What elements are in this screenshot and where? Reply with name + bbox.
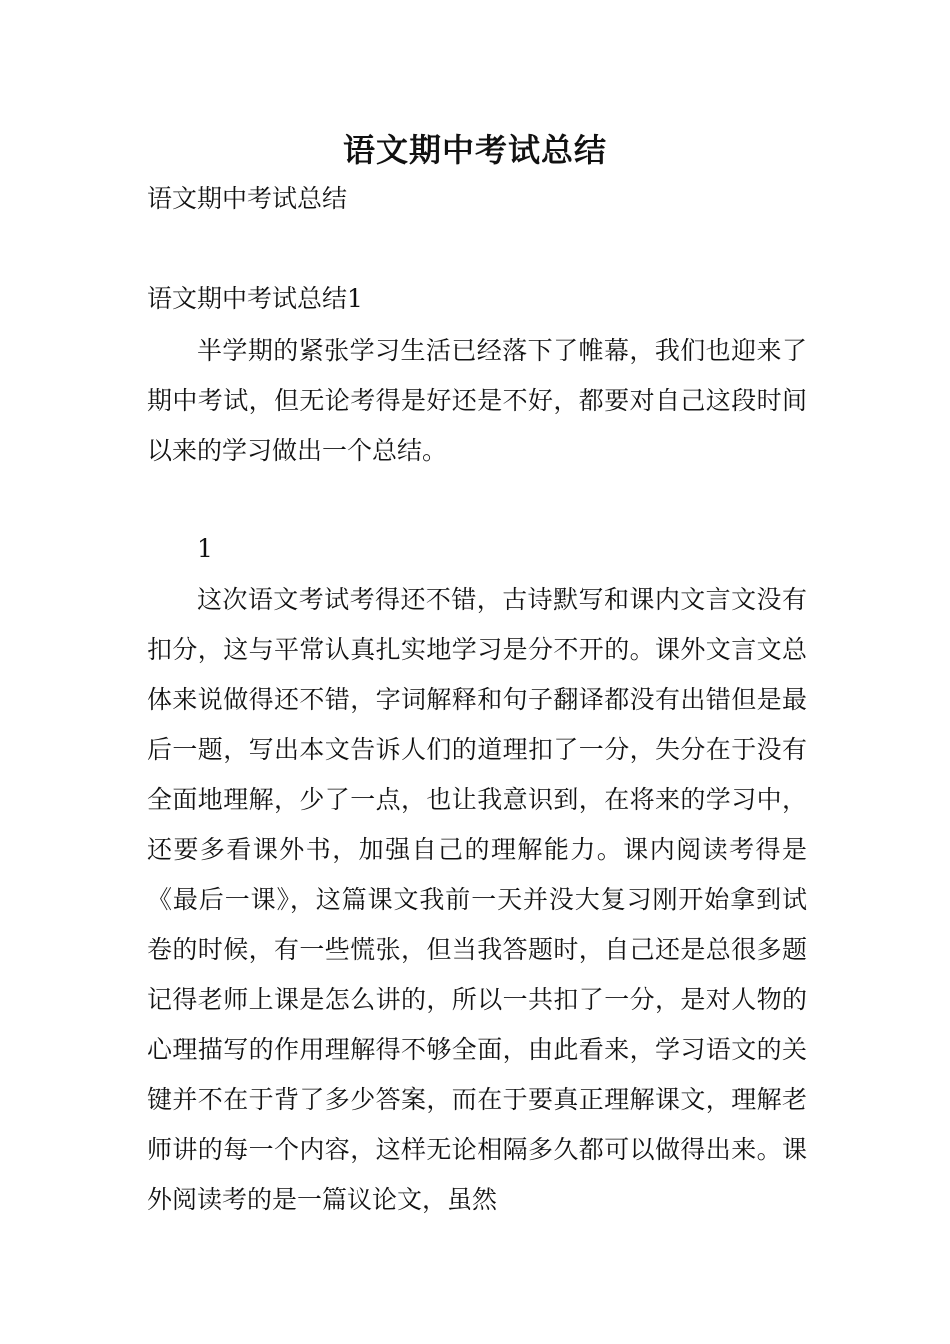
body-paragraph: 这次语文考试考得还不错，古诗默写和课内文言文没有扣分，这与平常认真扎实地学习是分不开的。课外文言文总体来说做得还不错，字词解释和句子翻译都没有出错但是最后一题，写出本文告诉人们的道理扣了一分，失分在于没有全面地理解，少了一点，也让我意识到，在将来的学习中，还要多看课外书，加强自己的理解能力。课内阅读考得是《最后一课》，这篇课文我前一天并没大复习刚开始拿到试卷的时候，有一些慌张，但当我答题时，自己还是总很多题记得老师上课是怎么讲的，所以一共扣了一分，是对人物的心理描写的作用理解得不够全面，由此看来，学习语文的关键并不在于背了多少答案，而在于要真正理解课文，理解老师讲的每一个内容，这样无论相隔多久都可以做得出来。课外阅读考的是一篇议论文，虽然 <box>147 585 807 1214</box>
section-number: 1 <box>197 534 213 563</box>
document-title: 语文期中考试总结 <box>342 131 607 169</box>
section-heading: 语文期中考试总结1 <box>147 284 363 313</box>
document-subtitle: 语文期中考试总结 <box>147 184 348 213</box>
intro-paragraph: 半学期的紧张学习生活已经落下了帷幕，我们也迎来了期中考试，但无论考得是好还是不好，都要对自己这段时间以来的学习做出一个总结。 <box>147 336 807 465</box>
